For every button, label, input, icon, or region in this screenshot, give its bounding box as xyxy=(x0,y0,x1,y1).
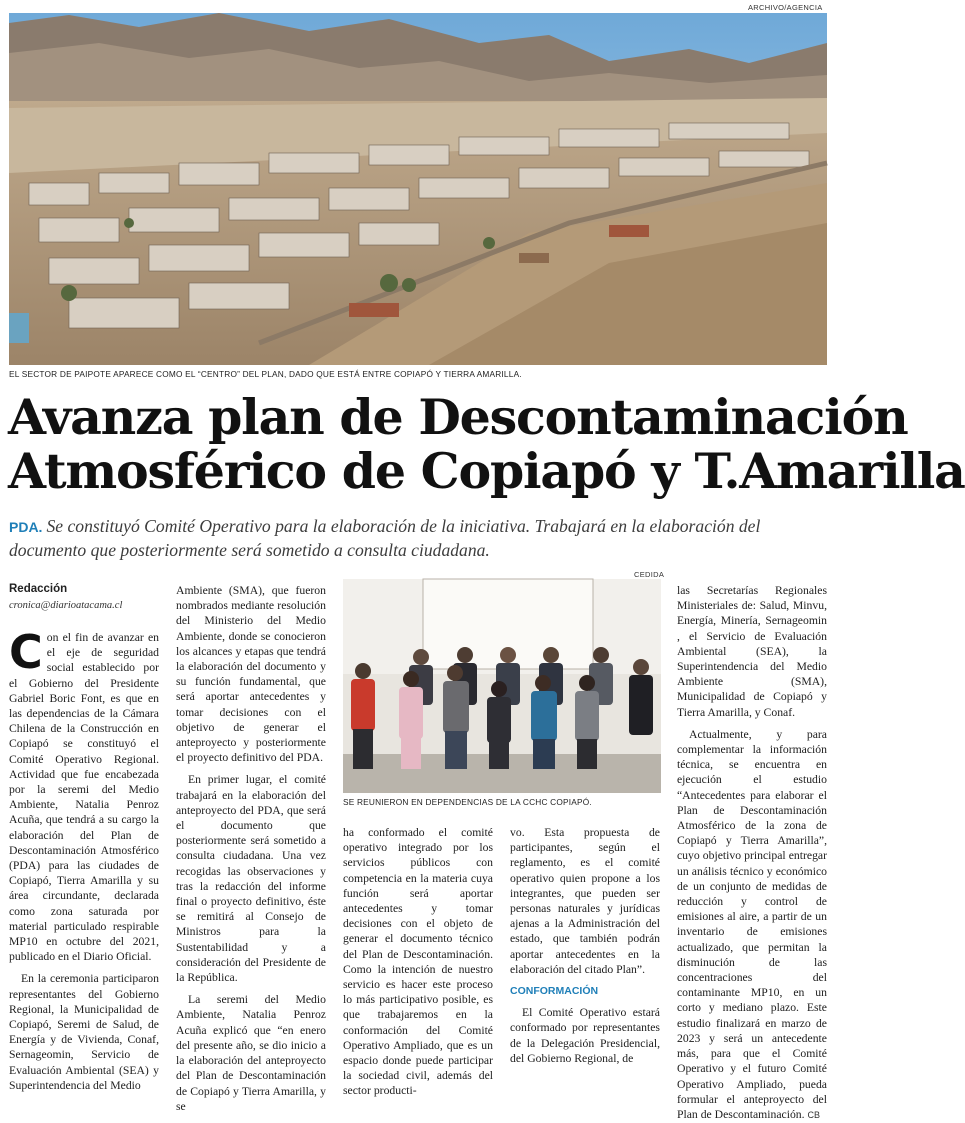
byline-author: Redacción xyxy=(9,583,68,595)
paragraph: Con el fin de avanzar en el eje de seguridad social establecido por el Gobierno del Presidente Gabriel Boric Font, es que en las dependencias de la Cámara Chilena de la Construcción en Copiapó se constituyó el Comité Operativo Regional. Actividad que fue encabezada por la seremi del Medio Ambiente, Natalia Penroz Acuña, que tendrá a su cargo la elaboración del Plan de Descontaminación Atmosférico (PDA) para las ciudades de Copiapó, Tierra Amarilla y su área circundante, declarada como zona saturada por material particulado respirable MP10 en octubre del 2021, publicado en el Diario Oficial. xyxy=(9,625,159,964)
paragraph: Ambiente (SMA), que fueron nombrados mediante resolución del Ministerio del Medio Ambiente, donde se conocieron los alcances y etapas que tendrá la elaboración del documento y su función fundamental, que será aportar antecedentes y tomar decisiones con el objetivo de generar el anteproyecto y posteriormente el proyecto definitivo del PDA. xyxy=(176,584,326,765)
headline-line-1: Avanza plan de Descontaminación xyxy=(8,388,908,446)
headline-line-2: Atmosférico de Copiapó y T.Amarilla xyxy=(8,442,965,500)
column-4 xyxy=(510,825,660,1075)
photo-caption: EL SECTOR DE PAIPOTE APARECE COMO EL “CENTRO” DEL PLAN, DADO QUE ESTÁ ENTRE COPIAPÓ Y TIERRA AMARILLA. xyxy=(9,369,522,379)
paragraph: El Comité Operativo estará conformado por representantes de la Delegación Presidencial, del Gobierno Regional, de xyxy=(510,1006,660,1065)
photo-credit: ARCHIVO/AGENCIA xyxy=(748,3,823,12)
deck-text: Se constituyó Comité Operativo para la elaboración de la iniciativa. Trabajará en la elaboración del documento que posteriormente será sometido a consulta ciudadana. xyxy=(9,516,761,560)
column-5 xyxy=(677,583,827,1121)
article-headline xyxy=(8,388,965,500)
end-mark: CB xyxy=(807,1109,820,1120)
paragraph: las Secretarías Regionales Ministeriales de: Salud, Minvu, Energía, Minería, Sernageomin , el Servicio de Evaluación Ambiental (SEA), la Superintendencia del Medio Ambiente (SMA), Municipalidad de Copiapó y Tierra Amarilla, y Conaf. xyxy=(677,584,827,719)
photo-caption: SE REUNIERON EN DEPENDENCIAS DE LA CCHC COPIAPÓ. xyxy=(343,797,592,807)
group-photo-committee xyxy=(343,579,661,793)
paragraph: La seremi del Medio Ambiente, Natalia Penroz Acuña explicó que “en enero del presente año, se dio inicio a la elaboración del anteproyecto del Plan de Descontaminación de Copiapó y Tierra Amarilla, y se xyxy=(176,993,326,1113)
section-tag: PDA. xyxy=(9,519,43,535)
photo-credit: CEDIDA xyxy=(634,570,665,579)
drop-cap: C xyxy=(9,625,43,679)
subhead-conformacion: CONFORMACIÓN xyxy=(510,985,599,998)
paragraph: ha conformado el comité operativo integrado por los servicios públicos con competencia en la materia cuya función será aportar antecedentes y tomar decisiones con el objeto de generar el documento técnico del Plan de Descontaminación. Como la intención de nuestro servicio es hacer este proceso lo más participativo posible, es que trabajaremos en la conformación del Comité Operativo Ampliado, que es un espacio donde puede participar la sociedad civil, además del sector producti- xyxy=(343,826,493,1098)
column-2 xyxy=(176,583,326,1113)
article-deck xyxy=(9,515,827,562)
aerial-photo-paipote xyxy=(9,13,827,365)
column-1 xyxy=(9,625,159,1092)
paragraph: Actualmente, y para complementar la información técnica, se encuentra en ejecución el estudio “Antecedentes para elaborar el Plan de Descontaminación Atmosférico de la zona de Copiapó y Tierra Amarilla”, cuyo objetivo principal entregar un análisis técnico y económico de un conjunto de medidas de reducción y control de emisiones al aire, a partir de un inventario de emisiones actualizado, que permitan la disminución de las concentraciones del contaminante MP10, en un corto y mediano plazo. Este estudio finalizará en marzo de 2023 y será un antecedente más, para que el Comité Operativo y el futuro Comité Operativo Ampliado, pueda formular el anteproyecto del Plan de Descontaminación. CB xyxy=(677,727,827,1121)
column-3 xyxy=(343,825,493,1098)
paragraph: En la ceremonia participaron representantes del Gobierno Regional, la Municipalidad de Copiapó, Seremi de Salud, de Energía y de Vivienda, Conaf, Sernageomin, Servicio de Evaluación Ambiental (SEA) y Superintendencia del Medio xyxy=(9,972,159,1092)
paragraph: vo. Esta propuesta de participantes, según el reglamento, es el comité operativo quien propone a los integrantes, que pueden ser personas naturales y jurídicas ajenas a la Administración del estado, que también podrán aportar antecedentes en la elaboración del citado Plan”. xyxy=(510,826,660,976)
paragraph: En primer lugar, el comité trabajará en la elaboración del anteproyecto del PDA, que será el documento que posteriormente será sometido a consulta ciudadana. Una vez recogidas las observaciones y tras la redacción del informe final o proyecto definitivo, éste se remitirá al Consejo de Ministros para la Sustentabilidad y a consideración del Presidente de la República. xyxy=(176,773,326,985)
byline-email[interactable]: cronica@diarioatacama.cl xyxy=(9,600,123,611)
